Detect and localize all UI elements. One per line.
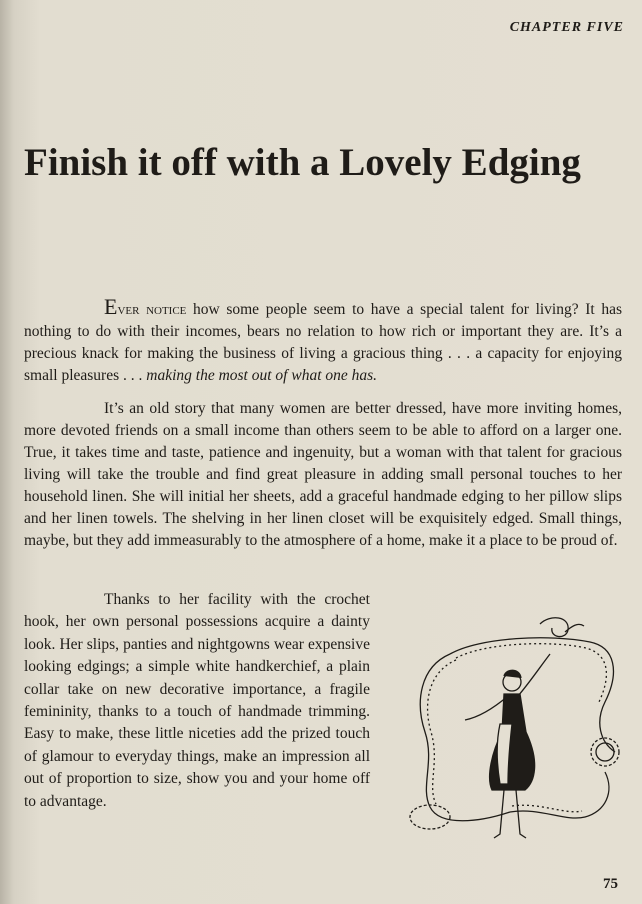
paragraph-1: [24, 296, 622, 387]
drop-cap: E: [104, 294, 118, 319]
lead-in-smallcaps: ver notice: [117, 301, 187, 318]
paragraph-1-italic: making the most out of what one has.: [146, 367, 378, 384]
chapter-heading: CHAPTER FIVE: [509, 20, 624, 35]
paragraph-3: Thanks to her facility with the crochet hook, her own personal possessions acquire a dainty look. Her slips, panties and nightgowns wear expensive looking edgings; a simple white handkerchief, a plain collar take on new decorative importance, a fragile femininity, thanks to a touch of handmade trimming. Easy to make, these little niceties add the prized touch of glamour to everyday things, make an impression all out of proportion to size, show you and your home off to advantage.: [24, 591, 370, 810]
page-title: Finish it off with a Lovely Edging: [24, 141, 581, 184]
woman-with-lace-edging-illustration: [400, 612, 632, 854]
paragraph-2: It’s an old story that many women are better dressed, have more inviting homes, more devoted friends on a small income than others seem to be able to afford on a larger one. True, it takes time and taste, patience and ingenuity, but a woman with that talent for gracious living will take the trouble and find great pleasure in adding small personal touches to her household linen. She will initial her sheets, add a graceful handmade edging to her pillow slips and her linen towels. The shelving in her linen closet will be exquisitely edged. Small things, maybe, but they add immeasurably to the atmosphere of a home, make it a place to be proud of.: [24, 400, 622, 549]
paragraph-1-text: how some people seem to have a special talent for living? It has nothing to do with their incomes, bears no relation to how rich or important they are. It’s a precious knack for making the business of living a gracious thing . . . a capacity for enjoying small pleasures . . .: [24, 301, 623, 384]
page-number: 75: [603, 876, 618, 892]
